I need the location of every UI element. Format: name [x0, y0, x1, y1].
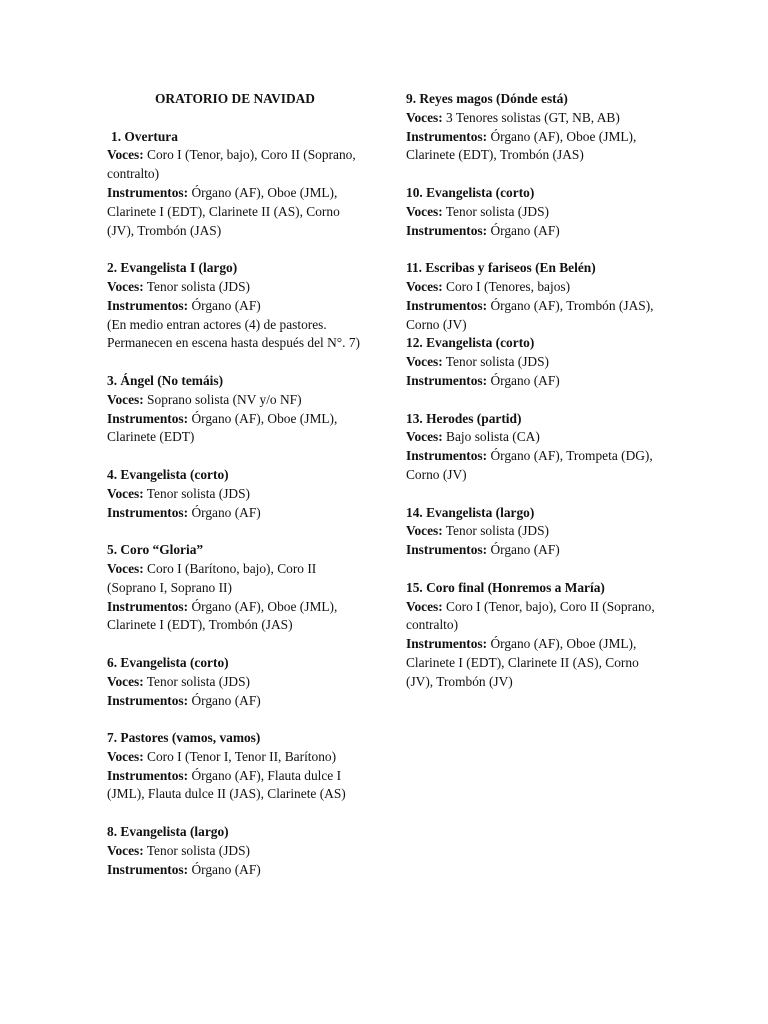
section-voces	[107, 560, 367, 598]
voces-label: Voces:	[406, 109, 443, 125]
section-heading: 10. Evangelista (corto)	[406, 184, 535, 200]
instrumentos-value: Órgano (AF), Trombón (JAS), Corno (JV)	[406, 297, 654, 332]
section-voces	[406, 109, 661, 128]
section-6	[107, 654, 367, 710]
voces-label: Voces:	[406, 278, 443, 294]
section-instrumentos	[107, 504, 367, 523]
section-heading: 6. Evangelista (corto)	[107, 654, 229, 670]
section-instrumentos	[406, 541, 661, 560]
voces-label: Voces:	[107, 485, 144, 501]
voces-value: Tenor solista (JDS)	[442, 203, 550, 219]
section-heading: 1. Overtura	[111, 128, 178, 144]
section-heading: 13. Herodes (partid)	[406, 410, 522, 426]
section-heading: 2. Evangelista I (largo)	[107, 260, 238, 276]
voces-label: Voces:	[107, 842, 144, 858]
instrumentos-label: Instrumentos:	[107, 297, 189, 313]
instrumentos-label: Instrumentos:	[107, 598, 189, 614]
section-instrumentos	[406, 297, 661, 335]
section-heading: 8. Evangelista (largo)	[107, 824, 229, 840]
voces-value: Tenor solista (JDS)	[442, 523, 550, 539]
instrumentos-label: Instrumentos:	[107, 767, 189, 783]
section-heading: 5. Coro “Gloria”	[107, 542, 204, 558]
instrumentos-label: Instrumentos:	[406, 222, 488, 238]
section-instrumentos	[107, 598, 367, 636]
instrumentos-label: Instrumentos:	[406, 636, 488, 652]
instrumentos-label: Instrumentos:	[406, 448, 488, 464]
voces-label: Voces:	[406, 203, 443, 219]
section-9	[406, 90, 661, 165]
section-14	[406, 504, 661, 560]
voces-label: Voces:	[406, 598, 443, 614]
section-8	[107, 823, 367, 879]
section-voces	[406, 353, 661, 372]
voces-value: Soprano solista (NV y/o NF)	[143, 391, 302, 407]
instrumentos-label: Instrumentos:	[406, 297, 488, 313]
section-voces	[406, 278, 661, 297]
instrumentos-value: Órgano (AF), Flauta dulce I (JML), Flauta dulce II (JAS), Clarinete (AS)	[107, 767, 346, 802]
section-heading: 14. Evangelista (largo)	[406, 504, 535, 520]
voces-label: Voces:	[107, 391, 144, 407]
section-voces	[107, 748, 367, 767]
section-instrumentos	[107, 767, 367, 805]
instrumentos-label: Instrumentos:	[107, 184, 189, 200]
instrumentos-value: Órgano (AF), Oboe (JML), Clarinete (EDT)	[107, 410, 338, 445]
section-instrumentos	[107, 410, 367, 448]
voces-label: Voces:	[107, 560, 144, 576]
instrumentos-value: Órgano (AF)	[487, 542, 560, 558]
section-instrumentos	[406, 372, 661, 391]
voces-label: Voces:	[406, 429, 443, 445]
instrumentos-label: Instrumentos:	[406, 128, 488, 144]
section-1	[107, 128, 367, 241]
section-instrumentos	[406, 635, 661, 691]
section-instrumentos	[107, 692, 367, 711]
section-instrumentos	[406, 222, 661, 241]
instrumentos-value: Órgano (AF), Oboe (JML), Clarinete I (EDT), Trombón (JAS)	[107, 598, 338, 633]
section-heading: 11. Escribas y fariseos (En Belén)	[406, 260, 596, 276]
instrumentos-label: Instrumentos:	[107, 692, 189, 708]
instrumentos-label: Instrumentos:	[107, 504, 189, 520]
right-column	[406, 90, 661, 692]
section-15	[406, 579, 661, 692]
section-heading: 9. Reyes magos (Dónde está)	[406, 91, 568, 106]
section-instrumentos	[107, 297, 367, 316]
voces-value: Tenor solista (JDS)	[442, 354, 550, 370]
section-voces	[107, 673, 367, 692]
instrumentos-value: Órgano (AF), Oboe (JML), Clarinete I (EDT), Clarinete II (AS), Corno (JV), Trombón (JV)	[406, 636, 639, 689]
instrumentos-label: Instrumentos:	[107, 410, 189, 426]
section-voces	[107, 842, 367, 861]
instrumentos-value: Órgano (AF)	[188, 504, 261, 520]
voces-value: Bajo solista (CA)	[442, 429, 540, 445]
voces-value: Tenor solista (JDS)	[143, 485, 251, 501]
instrumentos-label: Instrumentos:	[406, 372, 488, 388]
section-voces	[107, 485, 367, 504]
voces-value: Tenor solista (JDS)	[143, 673, 251, 689]
section-instrumentos	[107, 184, 367, 240]
voces-value: 3 Tenores solistas (GT, NB, AB)	[442, 109, 620, 125]
voces-value: Coro I (Tenor, bajo), Coro II (Soprano, contralto)	[107, 147, 356, 182]
instrumentos-value: Órgano (AF)	[188, 297, 261, 313]
voces-value: Coro I (Tenores, bajos)	[442, 278, 571, 294]
voces-label: Voces:	[107, 673, 144, 689]
instrumentos-value: Órgano (AF)	[188, 861, 261, 877]
instrumentos-value: Órgano (AF)	[487, 222, 560, 238]
section-heading: 7. Pastores (vamos, vamos)	[107, 730, 261, 746]
section-voces	[406, 522, 661, 541]
section-heading: 3. Ángel (No temáis)	[107, 372, 224, 388]
section-13	[406, 410, 661, 485]
section-voces	[406, 428, 661, 447]
voces-value: Coro I (Tenor I, Tenor II, Barítono)	[143, 748, 337, 764]
section-2	[107, 259, 367, 353]
section-7	[107, 729, 367, 804]
voces-value: Coro I (Barítono, bajo), Coro II (Soprano I, Soprano II)	[107, 560, 317, 595]
voces-label: Voces:	[107, 147, 144, 163]
instrumentos-value: Órgano (AF), Oboe (JML), Clarinete (EDT), Trombón (JAS)	[406, 128, 637, 163]
section-voces	[107, 391, 367, 410]
voces-label: Voces:	[107, 278, 144, 294]
document-title: ORATORIO DE NAVIDAD	[155, 91, 315, 106]
instrumentos-label: Instrumentos:	[107, 861, 189, 877]
section-heading: 12. Evangelista (corto)	[406, 335, 535, 351]
section-5	[107, 541, 367, 635]
section-10	[406, 184, 661, 240]
section-voces	[107, 278, 367, 297]
voces-value: Tenor solista (JDS)	[143, 842, 251, 858]
section-3	[107, 372, 367, 447]
instrumentos-value: Órgano (AF), Trompeta (DG), Corno (JV)	[406, 448, 653, 482]
instrumentos-value: Órgano (AF)	[188, 692, 261, 708]
section-note: (En medio entran actores (4) de pastores. Permanecen en escena hasta después del N°. 7)	[107, 316, 360, 351]
voces-label: Voces:	[107, 748, 144, 764]
section-instrumentos	[406, 447, 661, 485]
instrumentos-value: Órgano (AF)	[487, 372, 560, 388]
section-instrumentos	[107, 861, 367, 880]
section-heading: 4. Evangelista (corto)	[107, 466, 229, 482]
section-4	[107, 466, 367, 522]
voces-label: Voces:	[406, 523, 443, 539]
voces-value: Coro I (Tenor, bajo), Coro II (Soprano, contralto)	[406, 598, 655, 633]
instrumentos-value: Órgano (AF), Oboe (JML), Clarinete I (EDT), Clarinete II (AS), Corno (JV), Trombón (JAS)	[107, 184, 340, 238]
section-heading: 15. Coro final (Honremos a María)	[406, 579, 605, 595]
section-voces	[406, 598, 661, 636]
voces-label: Voces:	[406, 354, 443, 370]
section-11	[406, 259, 661, 334]
voces-value: Tenor solista (JDS)	[143, 278, 251, 294]
section-12	[406, 334, 661, 390]
section-voces	[406, 203, 661, 222]
left-column	[107, 90, 367, 879]
section-voces	[107, 146, 367, 184]
section-instrumentos	[406, 128, 661, 166]
instrumentos-label: Instrumentos:	[406, 542, 488, 558]
